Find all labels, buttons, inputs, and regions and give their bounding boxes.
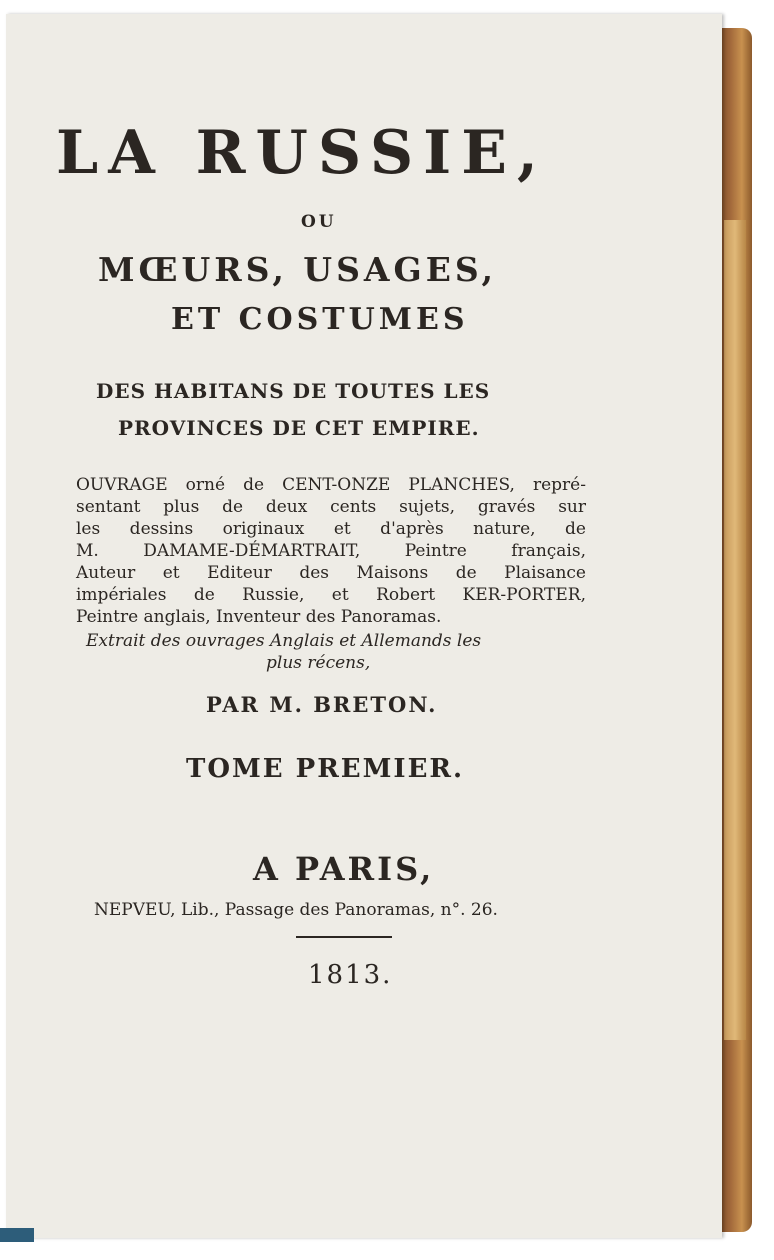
- title-page: [6, 14, 722, 1238]
- description-line: M. DAMAME-DÉMARTRAIT, Peintre français,: [76, 541, 586, 561]
- year-line: 1813.: [308, 960, 393, 990]
- volume-line: TOME PREMIER.: [186, 754, 465, 784]
- publisher-line: NEPVEU, Lib., Passage des Panoramas, n°. 26.: [94, 900, 498, 920]
- book-title: LA RUSSIE,: [56, 118, 548, 188]
- extract-line-1: Extrait des ouvrages Anglais et Allemands les: [86, 631, 482, 651]
- bookmark-ribbon: [0, 1228, 34, 1242]
- book-spine-edge: [724, 220, 746, 1040]
- title-conjunction: OU: [301, 212, 337, 232]
- description-line: les dessins originaux et d'après nature, de: [76, 519, 586, 539]
- subtitle-line-2: ET COSTUMES: [171, 302, 469, 337]
- author-line: PAR M. BRETON.: [206, 692, 438, 717]
- extract-note: [86, 630, 588, 674]
- description-line: impériales de Russie, et Robert KER-PORTER,: [76, 585, 586, 605]
- subtitle-line-1: MŒURS, USAGES,: [98, 250, 498, 289]
- description-block: [76, 474, 586, 628]
- description-line: Auteur et Editeur des Maisons de Plaisance: [76, 563, 586, 583]
- place-line: A PARIS,: [253, 850, 435, 888]
- description-line: OUVRAGE orné de CENT-ONZE PLANCHES, repré-: [76, 475, 586, 495]
- subtitle-line-4: PROVINCES DE CET EMPIRE.: [118, 416, 480, 440]
- description-line: Peintre anglais, Inventeur des Panoramas.: [76, 607, 442, 627]
- subtitle-line-3: DES HABITANS DE TOUTES LES: [96, 379, 491, 403]
- divider-rule: [296, 936, 392, 938]
- description-line: sentant plus de deux cents sujets, gravés sur: [76, 497, 586, 517]
- extract-line-2: plus récens,: [266, 653, 371, 673]
